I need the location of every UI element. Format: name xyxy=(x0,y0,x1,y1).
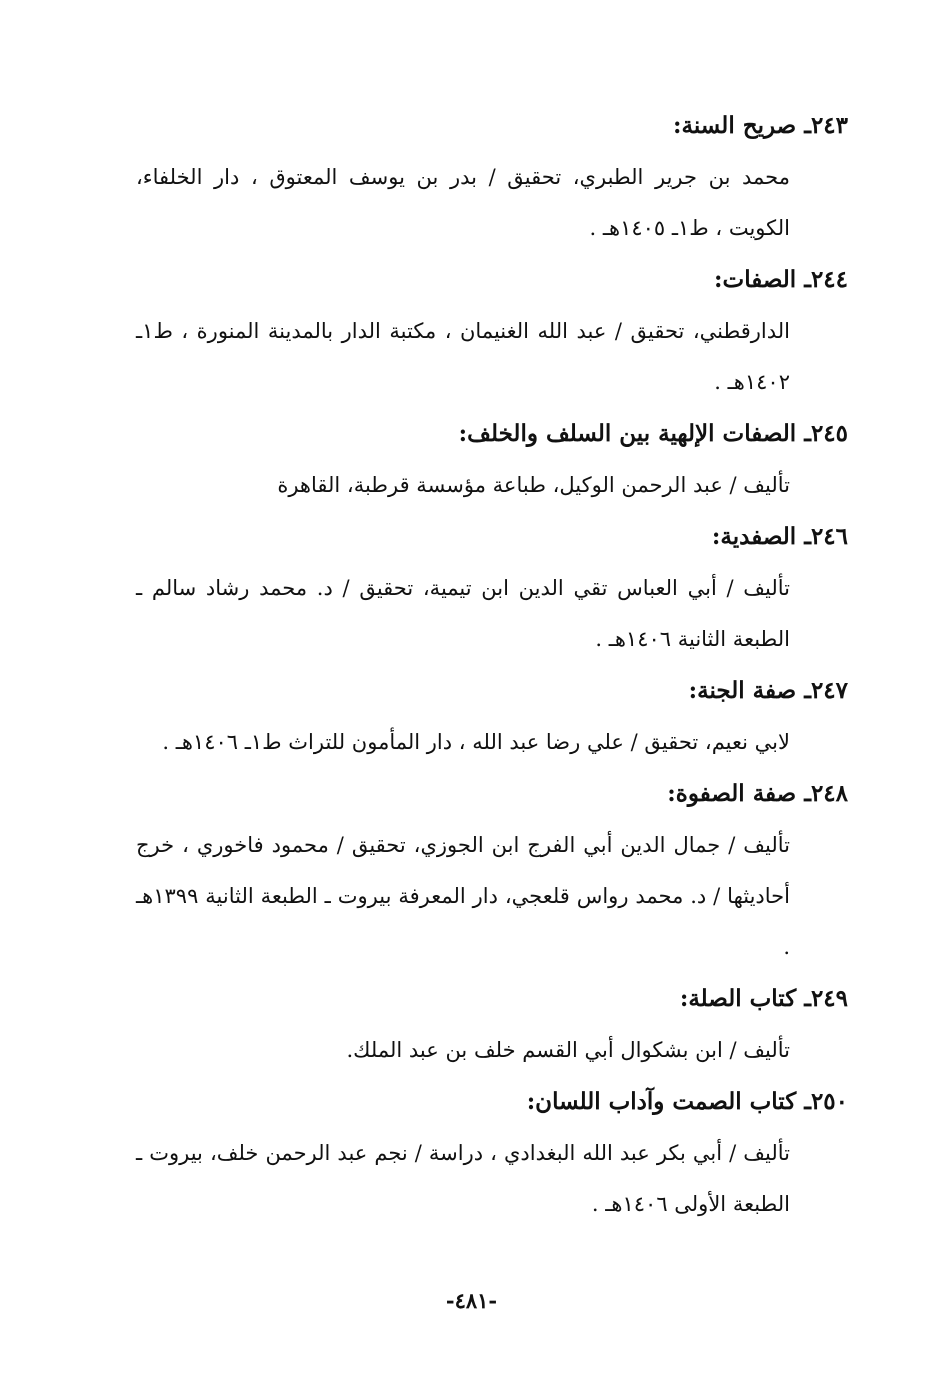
entry-title: صريح السنة: xyxy=(673,112,797,139)
entry-number: ٢٤٤ xyxy=(810,266,848,293)
entry-number: ٢٥٠ xyxy=(810,1088,848,1115)
entry-number: ٢٤٨ xyxy=(810,780,848,807)
bibliography-entry-243 xyxy=(136,100,848,254)
entry-description: تأليف / أبي العباس تقي الدين ابن تيمية، تحقيق / د. محمد رشاد سالم ـ الطبعة الثانية ١٤٠٦هـ . xyxy=(136,576,790,651)
entry-title: صفة الجنة: xyxy=(688,677,797,704)
entry-heading: ٢٤٧ـ صفة الجنة: xyxy=(688,677,848,704)
bibliography-list xyxy=(136,100,848,1230)
entry-heading: ٢٤٣ـ صريح السنة: xyxy=(673,112,848,139)
entry-title: كتاب الصمت وآداب اللسان: xyxy=(526,1088,797,1115)
bibliography-entry-246 xyxy=(136,511,848,665)
entry-heading: ٢٤٦ـ الصفدية: xyxy=(711,523,848,550)
entry-number: ٢٤٩ xyxy=(810,985,848,1012)
bibliography-entry-248 xyxy=(136,768,848,973)
bibliography-entry-250 xyxy=(136,1076,848,1230)
bibliography-entry-247 xyxy=(136,665,848,768)
bibliography-entry-244 xyxy=(136,254,848,408)
entry-heading: ٢٤٤ـ الصفات: xyxy=(714,266,848,293)
entry-number: ٢٤٧ xyxy=(810,677,848,704)
entry-number: ٢٤٦ xyxy=(810,523,848,550)
entry-title: صفة الصفوة: xyxy=(667,780,797,807)
entry-description: محمد بن جرير الطبري، تحقيق / بدر بن يوسف المعتوق ، دار الخلفاء، الكويت ، ط١ـ ١٤٠٥هـ . xyxy=(136,165,790,240)
entry-title: كتاب الصلة: xyxy=(679,985,797,1012)
entry-description: تأليف / ابن بشكوال أبي القسم خلف بن عبد الملك. xyxy=(346,1038,790,1062)
entry-number: ٢٤٥ xyxy=(810,420,848,447)
entry-description: تأليف / أبي بكر عبد الله البغدادي ، دراسة / نجم عبد الرحمن خلف، بيروت ـ الطبعة الأولى ١٤٠٦هـ . xyxy=(136,1141,790,1216)
entry-title: الصفات الإلهية بين السلف والخلف: xyxy=(458,420,797,447)
entry-title: الصفدية: xyxy=(711,523,797,550)
entry-description: لابي نعيم، تحقيق / علي رضا عبد الله ، دار المأمون للتراث ط١ـ ١٤٠٦هـ . xyxy=(162,730,790,754)
bibliography-entry-245 xyxy=(136,408,848,511)
entry-title: الصفات: xyxy=(714,266,797,293)
entry-heading: ٢٤٨ـ صفة الصفوة: xyxy=(667,780,848,807)
page-number: -٤٨١- xyxy=(445,1288,498,1313)
entry-heading: ٢٤٩ـ كتاب الصلة: xyxy=(679,985,848,1012)
entry-description: تأليف / جمال الدين أبي الفرج ابن الجوزي، تحقيق / محمود فاخوري ، خرج أحاديثها / د. محمد رواس قلعجي، دار المعرفة بيروت ـ الطبعة الثانية ١٣٩٩هـ . xyxy=(136,833,790,959)
entry-description: الدارقطني، تحقيق / عبد الله الغنيمان ، مكتبة الدار بالمدينة المنورة ، ط١ـ ١٤٠٢هـ . xyxy=(136,319,790,394)
entry-heading: ٢٤٥ـ الصفات الإلهية بين السلف والخلف: xyxy=(458,420,848,447)
entry-description: تأليف / عبد الرحمن الوكيل، طباعة مؤسسة قرطبة، القاهرة xyxy=(277,473,790,497)
bibliography-entry-249 xyxy=(136,973,848,1076)
entry-number: ٢٤٣ xyxy=(810,112,848,139)
entry-heading: ٢٥٠ـ كتاب الصمت وآداب اللسان: xyxy=(526,1088,848,1115)
